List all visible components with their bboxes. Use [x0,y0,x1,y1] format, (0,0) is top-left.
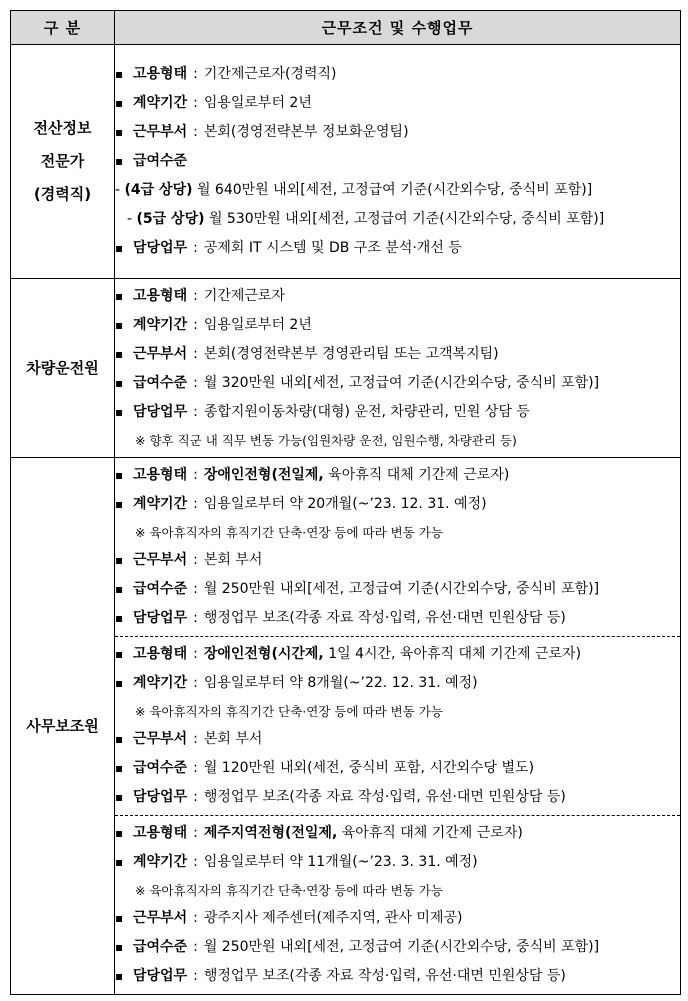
conditions-it-specialist [115,45,681,279]
line-note: ※ 육아휴직자의 휴직기간 단축·연장 등에 따라 변동 가능 [135,525,443,540]
category-office-assistant: 사무보조원 [11,458,115,995]
bullet-icon: ▪ [115,761,124,775]
line-salary: ▪ 급여수준 : 월 320만원 내외[세전, 고정급여 기준(시간외수당, 중식비 포함)] [115,369,680,398]
category-line: 전산정보 [33,119,92,137]
conditions-office-assistant [115,458,681,995]
bullet-icon: ▪ [115,318,124,332]
line-department: ▪ 근무부서 : 본회(경영전략본부 정보화운영팀) [115,118,680,147]
bullet-icon: ▪ [115,790,124,804]
bullet-icon: ▪ [115,676,124,690]
bullet-icon: ▪ [115,553,124,567]
line-duties: ▪ 담당업무 : 행정업무 보조(각종 자료 작성·입력, 유선·대면 민원상담 등) [115,604,680,633]
line-salary-grade4: - (4급 상당) 월 640만원 내외[세전, 고정급여 기준(시간외수당, 중식비 포함)] [115,182,593,198]
line-employment-type: ▪ 고용형태 : 기간제근로자 [115,282,680,311]
line-department: ▪ 근무부서 : 광주지사 제주센터(제주지역, 관사 미제공) [115,904,680,933]
line-department: ▪ 근무부서 : 본회(경영전략본부 경영관리팀 또는 고객복지팀) [115,340,680,369]
line-contract-period: ▪ 계약기간 : 임용일로부터 약 8개월(~’22. 12. 31. 예정) [115,669,680,698]
subsection-disabled-fulltime [115,458,680,637]
line-contract-period: ▪ 계약기간 : 임용일로부터 2년 [115,311,680,340]
line-employment-type: ▪ 고용형태 : 기간제근로자(경력직) [115,60,680,89]
category-line: (경력직) [33,185,92,203]
bullet-icon: ▪ [115,376,124,390]
line-department: ▪ 근무부서 : 본회 부서 [115,546,680,575]
line-duties: ▪ 담당업무 : 종합지원이동차량(대형) 운전, 차량관리, 민원 상담 등 [115,398,680,427]
line-note: ※ 육아휴직자의 휴직기간 단축·연장 등에 따라 변동 가능 [135,704,443,719]
bullet-icon: ▪ [115,154,124,168]
bullet-icon: ▪ [115,241,124,255]
category-line: 전문가 [40,152,85,170]
bullet-icon: ▪ [115,347,124,361]
line-duties: ▪ 담당업무 : 공제회 IT 시스템 및 DB 구조 분석·개선 등 [115,234,680,263]
line-salary: ▪ 급여수준 : 월 250만원 내외[세전, 고정급여 기준(시간외수당, 중식비 포함)] [115,575,680,604]
line-note: ※ 향후 직군 내 직무 변동 가능(임원차량 운전, 임원수행, 차량관리 등) [135,433,517,448]
bullet-icon: ▪ [115,125,124,139]
header-conditions: 근무조건 및 수행업무 [115,11,681,45]
row-it-specialist [11,45,681,279]
conditions-driver [115,279,681,458]
line-employment-type: ▪ 고용형태 : 제주지역전형(전일제, 육아휴직 대체 기간제 근로자) [115,819,680,848]
bullet-icon: ▪ [115,911,124,925]
line-salary-grade5: - (5급 상당) 월 530만원 내외[세전, 고정급여 기준(시간외수당, 중식비 포함)] [127,211,605,227]
bullet-icon: ▪ [115,96,124,110]
bullet-icon: ▪ [115,405,124,419]
bullet-icon: ▪ [115,969,124,983]
bullet-icon: ▪ [115,468,124,482]
line-contract-period: ▪ 계약기간 : 임용일로부터 약 20개월(~’23. 12. 31. 예정) [115,490,680,519]
line-contract-period: ▪ 계약기간 : 임용일로부터 2년 [115,89,680,118]
subsection-disabled-parttime [115,637,680,816]
line-salary: ▪ 급여수준 : 월 250만원 내외[세전, 고정급여 기준(시간외수당, 중식비 포함)] [115,933,680,962]
bullet-icon: ▪ [115,647,124,661]
header-category: 구 분 [11,11,115,45]
conditions-table [10,10,681,995]
category-driver: 차량운전원 [11,279,115,458]
line-salary: ▪ 급여수준 [115,147,680,176]
line-note: ※ 육아휴직자의 휴직기간 단축·연장 등에 따라 변동 가능 [135,883,443,898]
bullet-icon: ▪ [115,289,124,303]
header-row [11,11,681,45]
line-employment-type: ▪ 고용형태 : 장애인전형(전일제, 육아휴직 대체 기간제 근로자) [115,461,680,490]
line-department: ▪ 근무부서 : 본회 부서 [115,725,680,754]
bullet-icon: ▪ [115,611,124,625]
line-duties: ▪ 담당업무 : 행정업무 보조(각종 자료 작성·입력, 유선·대면 민원상담 등) [115,962,680,991]
bullet-icon: ▪ [115,732,124,746]
line-duties: ▪ 담당업무 : 행정업무 보조(각종 자료 작성·입력, 유선·대면 민원상담 등) [115,783,680,812]
line-employment-type: ▪ 고용형태 : 장애인전형(시간제, 1일 4시간, 육아휴직 대체 기간제 근로자) [115,640,680,669]
bullet-icon: ▪ [115,582,124,596]
bullet-icon: ▪ [115,497,124,511]
bullet-icon: ▪ [115,855,124,869]
line-contract-period: ▪ 계약기간 : 임용일로부터 약 11개월(~’23. 3. 31. 예정) [115,848,680,877]
subsection-jeju [115,816,680,994]
line-salary: ▪ 급여수준 : 월 120만원 내외(세전, 중식비 포함, 시간외수당 별도) [115,754,680,783]
bullet-icon: ▪ [115,826,124,840]
row-driver [11,279,681,458]
bullet-icon: ▪ [115,67,124,81]
category-it-specialist [11,45,115,279]
bullet-icon: ▪ [115,940,124,954]
row-office-assistant [11,458,681,995]
